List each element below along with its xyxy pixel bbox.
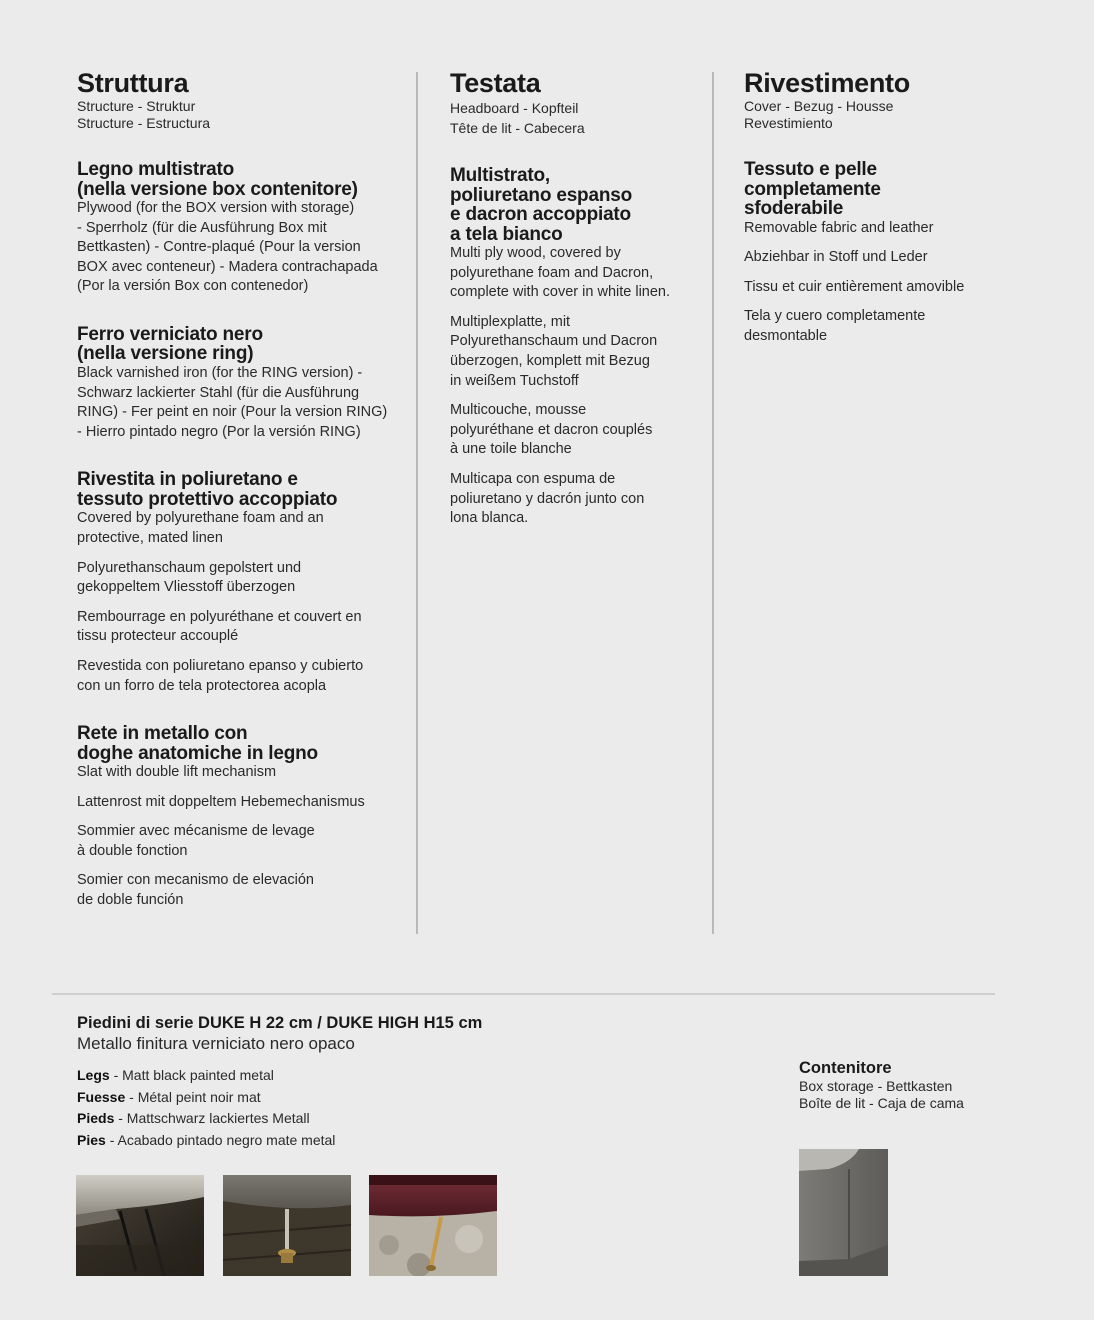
text-line: Schwarz lackierter Stahl (für die Ausführung [77,384,360,401]
paragraph [77,559,407,598]
horizontal-divider [52,993,995,995]
legs-item [77,1065,482,1087]
leg-photo-2 [223,1175,351,1276]
text-line: lona blanca. [450,510,529,527]
text-line: Multiplexplatte, mit [450,313,571,330]
section-title-line: e dacron accoppiato [450,204,631,225]
text-line: Multicapa con espuma de [450,470,616,487]
paragraph [450,401,700,460]
text-line: Polyurethanschaum gepolstert und [77,559,302,576]
subtitle-line: Revestimiento [744,115,833,131]
subtitle-line: Headboard - Kopfteil [450,100,579,116]
section-tessuto [744,160,1004,346]
text-line: Revestida con poliuretano epanso y cubierto [77,657,364,674]
paragraph [450,313,700,391]
legs-item-label: Pieds [77,1110,115,1127]
subtitle-line: Structure - Estructura [77,115,211,131]
paragraph [77,509,407,548]
legs-item-text: - Mattschwarz lackiertes Metall [114,1110,310,1127]
section-title [77,724,407,763]
legs-list [77,1065,482,1151]
text-line: (Por la versión Box con contenedor) [77,278,309,295]
text-line: gekoppeltem Vliesstoff überzogen [77,579,296,596]
section-title-line: completamente [744,178,881,200]
text-line: à double fonction [77,842,188,859]
legs-item-text: - Matt black painted metal [109,1067,274,1083]
storage-photo [799,1149,888,1276]
section-multistrato [450,166,700,529]
text-line: protective, mated linen [77,529,223,546]
paragraph [77,871,407,910]
text-line: Removable fabric and leather [744,219,934,236]
column-subtitle [77,98,407,132]
text-line: Multicouche, mousse [450,402,587,419]
section-ferro [77,325,407,442]
text-line: complete with cover in white linen. [450,284,671,301]
section-legno [77,160,407,297]
section-title [450,166,700,244]
section-title [77,470,407,509]
section-title-line: Rivestita in poliuretano e [77,469,298,491]
storage-title: Contenitore [799,1059,892,1077]
legs-block [77,1013,482,1151]
section-title-line: (nella versione box contenitore) [77,178,358,200]
section-title-line: Tessuto e pelle [744,159,877,180]
paragraph [744,248,1004,268]
leg-photo-1 [76,1175,204,1276]
subtitle-line: Structure - Struktur [77,98,196,114]
text-line: Polyurethanschaum und Dacron [450,333,658,350]
text-line: polyurethane foam and Dacron, [450,264,654,281]
column-subtitle [744,98,1004,132]
section-title [744,160,1004,219]
column-title: Rivestimento [744,68,910,98]
legs-item [77,1130,482,1152]
section-rete [77,724,407,911]
text-line: Black varnished iron (for the RING version) - [77,364,363,381]
section-title [77,160,407,199]
text-line: in weißem Tuchstoff [450,372,579,389]
column-subtitle [450,98,700,138]
text-line: poliuretano y dacrón junto con [450,490,645,507]
section-title-line: doghe anatomiche in legno [77,742,318,764]
paragraph [744,278,1004,298]
paragraph [77,608,407,647]
section-title-line: (nella versione ring) [77,343,254,365]
text-line: tissu protecteur accouplé [77,628,239,645]
legs-item-label: Legs [77,1067,110,1083]
paragraph [77,822,407,861]
paragraph [744,219,1004,239]
legs-subtitle: Metallo finitura verniciato nero opaco [77,1034,355,1053]
paragraph [744,307,1004,346]
text-line: überzogen, komplett mit Bezug [450,352,650,369]
text-line: à une toile blanche [450,441,572,458]
legs-item-text: - Acabado pintado negro mate metal [105,1131,336,1148]
text-line: - Hierro pintado negro (Por la versión RING) [77,423,361,440]
section-title-line: a tela bianco [450,223,563,245]
storage-block [799,1058,964,1111]
text-line: con un forro de tela protectorea acopla [77,677,327,694]
legs-item [77,1108,482,1130]
paragraph [77,364,407,442]
legs-item [77,1087,482,1109]
column-title: Testata [450,68,541,98]
paragraph [77,763,407,783]
text-line: Abziehbar in Stoff und Leder [744,249,928,266]
column-rivestimento [744,68,1004,356]
paragraph [77,793,407,813]
text-line: Rembourrage en polyuréthane et couvert en [77,608,362,625]
text-line: Somier con mecanismo de elevación [77,872,314,889]
leg-photo-3 [369,1175,497,1276]
section-title-line: poliuretano espanso [450,184,633,206]
text-line: de doble función [77,892,184,909]
storage-subtitle [799,1078,964,1111]
section-title [77,325,407,364]
section-title-line: Multistrato, [450,165,550,186]
legs-item-label: Pies [77,1131,106,1148]
legs-item-label: Fuesse [77,1088,126,1105]
column-title: Struttura [77,68,189,98]
text-line: Tela y cuero completamente [744,308,926,325]
section-title-line: tessuto protettivo accoppiato [77,488,338,510]
subtitle-line: Boîte de lit - Caja de cama [799,1094,964,1111]
column-struttura [77,68,407,921]
paragraph [450,244,700,303]
section-title-line: Rete in metallo con [77,723,248,745]
legs-title: Piedini di serie DUKE H 22 cm / DUKE HIGH H15 cm [77,1014,483,1032]
text-line: RING) - Fer peint en noir (Pour la version RING) [77,404,388,421]
column-divider [416,72,418,934]
section-title-line: Ferro verniciato nero [77,323,263,345]
section-title-line: Legno multistrato [77,159,235,180]
legs-item-text: - Métal peint noir mat [125,1088,261,1105]
column-testata [450,68,700,539]
text-line: Plywood (for the BOX version with storage) [77,200,355,216]
text-line: Tissu et cuir entièrement amovible [744,278,965,295]
text-line: Bettkasten) - Contre-plaqué (Pour la version [77,239,361,256]
text-line: Lattenrost mit doppeltem Hebemechanismus [77,793,365,810]
paragraph [450,470,700,529]
section-title-line: sfoderabile [744,198,844,219]
subtitle-line: Tête de lit - Cabecera [450,120,585,136]
text-line: Multi ply wood, covered by [450,245,621,261]
subtitle-line: Box storage - Bettkasten [799,1078,953,1094]
text-line: - Sperrholz (für die Ausführung Box mit [77,219,327,236]
column-divider [712,72,714,934]
text-line: Slat with double lift mechanism [77,764,277,781]
text-line: Sommier avec mécanisme de levage [77,823,315,840]
paragraph [77,657,407,696]
subtitle-line: Cover - Bezug - Housse [744,98,894,114]
text-line: polyuréthane et dacron couplés [450,421,653,438]
text-line: Covered by polyurethane foam and an [77,510,324,527]
text-line: BOX avec conteneur) - Madera contrachapada [77,258,378,275]
paragraph [77,199,407,297]
text-line: desmontable [744,327,828,344]
section-rivestita [77,470,407,696]
